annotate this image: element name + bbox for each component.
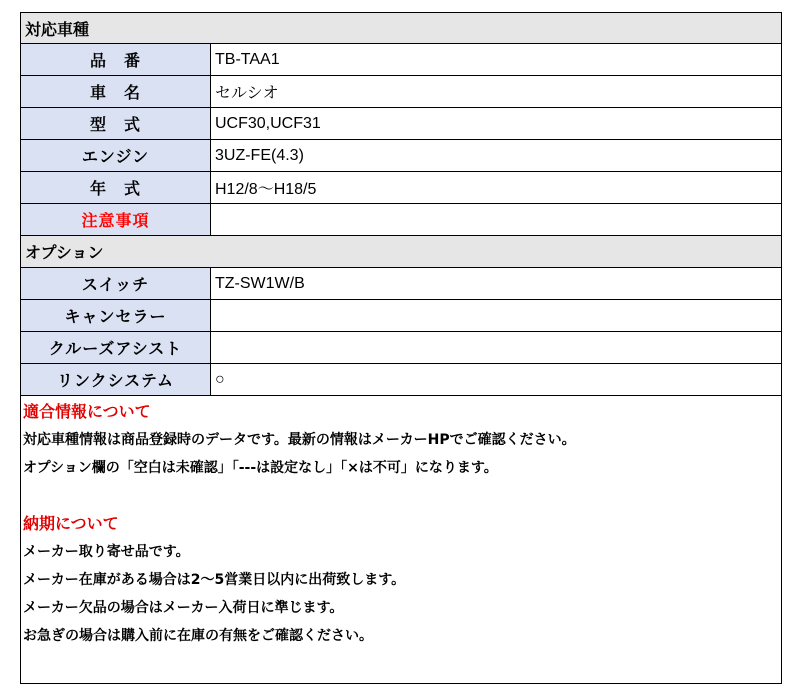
label-switch: スイッチ bbox=[21, 268, 211, 299]
section-header-vehicle bbox=[21, 13, 781, 44]
delivery-info-line: メーカー在庫がある場合は2〜5営業日以内に出荷致します。 bbox=[23, 572, 406, 588]
table-row-canceller bbox=[21, 300, 781, 332]
table-row-switch bbox=[21, 268, 781, 300]
section-title-options: オプション bbox=[25, 243, 104, 262]
table-row-year bbox=[21, 172, 781, 204]
delivery-info-title: 納期について bbox=[23, 514, 119, 533]
table-row-car-name bbox=[21, 76, 781, 108]
compat-info-line: 対応車種情報は商品登録時のデータです。最新の情報はメーカーHPでご確認ください。 bbox=[23, 432, 576, 448]
label-canceller: キャンセラー bbox=[21, 300, 211, 331]
table-row-engine bbox=[21, 140, 781, 172]
value-model: UCF30,UCF31 bbox=[215, 114, 321, 132]
table-row-model bbox=[21, 108, 781, 140]
compat-info-title: 適合情報について bbox=[23, 402, 151, 421]
notes-section bbox=[21, 398, 781, 650]
value-caution bbox=[215, 204, 781, 235]
label-cruise-assist: クルーズアシスト bbox=[21, 332, 211, 363]
label-product-code: 品 番 bbox=[21, 44, 211, 75]
delivery-info-line: メーカー取り寄せ品です。 bbox=[23, 544, 190, 560]
table-row-caution bbox=[21, 204, 781, 236]
delivery-info-line: お急ぎの場合は購入前に在庫の有無をご確認ください。 bbox=[23, 628, 373, 644]
label-year: 年 式 bbox=[21, 172, 211, 203]
table-row-cruise-assist bbox=[21, 332, 781, 364]
value-car-name: セルシオ bbox=[215, 85, 279, 102]
label-model: 型 式 bbox=[21, 108, 211, 139]
spacer bbox=[23, 482, 781, 510]
value-cruise-assist bbox=[215, 332, 781, 363]
value-switch: TZ-SW1W/B bbox=[215, 274, 305, 292]
section-title-vehicle: 対応車種 bbox=[25, 19, 90, 39]
compat-info-line: オプション欄の「空白は未確認」「---は設定なし」「×は不可」になります。 bbox=[23, 460, 498, 476]
section-header-options bbox=[21, 236, 781, 268]
label-engine: エンジン bbox=[21, 140, 211, 171]
value-engine: 3UZ-FE(4.3) bbox=[215, 146, 304, 164]
value-link-system: ○ bbox=[215, 370, 225, 388]
value-canceller bbox=[215, 300, 781, 331]
label-car-name: 車 名 bbox=[21, 76, 211, 107]
value-year: H12/8〜H18/5 bbox=[215, 181, 317, 198]
value-product-code: TB-TAA1 bbox=[215, 50, 280, 68]
table-row-link-system bbox=[21, 364, 781, 396]
label-link-system: リンクシステム bbox=[21, 364, 211, 395]
table-row-product-code bbox=[21, 44, 781, 76]
delivery-info-line: メーカー欠品の場合はメーカー入荷日に準じます。 bbox=[23, 600, 344, 616]
label-caution: 注意事項 bbox=[21, 204, 211, 235]
spec-table bbox=[20, 12, 782, 684]
